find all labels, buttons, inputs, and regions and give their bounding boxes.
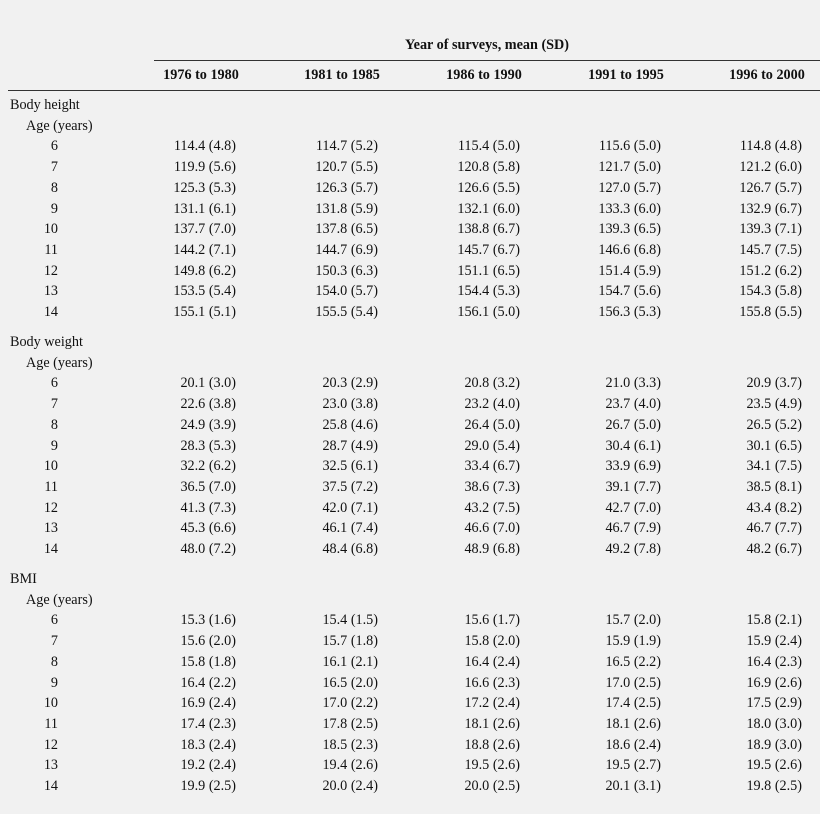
value-cell: 121.2 (6.0) — [739, 159, 802, 176]
table-row — [0, 436, 820, 457]
value-cell: 32.5 (6.1) — [322, 458, 378, 475]
value-cell: 115.6 (5.0) — [598, 138, 661, 155]
value-cell: 133.3 (6.0) — [598, 200, 661, 217]
value-cell: 151.2 (6.2) — [739, 262, 802, 279]
value-cell: 151.1 (6.5) — [457, 262, 520, 279]
value-cell: 43.4 (8.2) — [746, 499, 802, 516]
table-row — [0, 631, 820, 652]
value-cell: 16.4 (2.3) — [746, 653, 802, 670]
value-cell: 33.4 (6.7) — [464, 458, 520, 475]
table-row — [0, 261, 820, 282]
age-cell: 10 — [43, 221, 58, 238]
value-cell: 121.7 (5.0) — [598, 159, 661, 176]
table-row — [0, 302, 820, 323]
value-cell: 18.6 (2.4) — [605, 736, 661, 753]
value-cell: 41.3 (7.3) — [180, 499, 236, 516]
section-title: Body height — [10, 97, 80, 113]
value-cell: 154.3 (5.8) — [739, 283, 802, 300]
value-cell: 28.7 (4.9) — [322, 437, 378, 454]
value-cell: 145.7 (7.5) — [739, 241, 802, 258]
table-row — [0, 477, 820, 498]
table-row — [0, 518, 820, 539]
value-cell: 18.8 (2.6) — [464, 736, 520, 753]
table-row — [0, 539, 820, 560]
value-cell: 139.3 (6.5) — [598, 221, 661, 238]
table-row — [0, 199, 820, 220]
value-cell: 22.6 (3.8) — [180, 396, 236, 413]
value-cell: 139.3 (7.1) — [739, 221, 802, 238]
age-cell: 12 — [43, 499, 58, 516]
value-cell: 29.0 (5.4) — [464, 437, 520, 454]
age-cell: 6 — [50, 138, 58, 155]
value-cell: 16.5 (2.0) — [322, 674, 378, 691]
value-cell: 19.5 (2.6) — [746, 757, 802, 774]
table-row — [0, 714, 820, 735]
value-cell: 15.4 (1.5) — [322, 612, 378, 629]
value-cell: 24.9 (3.9) — [180, 416, 236, 433]
value-cell: 146.6 (6.8) — [598, 241, 661, 258]
value-cell: 18.5 (2.3) — [322, 736, 378, 753]
table-row — [0, 415, 820, 436]
value-cell: 23.2 (4.0) — [464, 396, 520, 413]
age-cell: 7 — [50, 396, 58, 413]
value-cell: 48.9 (6.8) — [464, 541, 520, 557]
value-cell: 119.9 (5.6) — [173, 159, 236, 176]
value-cell: 155.5 (5.4) — [315, 304, 378, 320]
value-cell: 39.1 (7.7) — [605, 478, 661, 495]
value-cell: 23.0 (3.8) — [322, 396, 378, 413]
value-cell: 18.1 (2.6) — [464, 715, 520, 732]
value-cell: 25.8 (4.6) — [322, 416, 378, 433]
value-cell: 151.4 (5.9) — [598, 262, 661, 279]
age-cell: 11 — [44, 478, 58, 495]
value-cell: 19.2 (2.4) — [180, 757, 236, 774]
value-cell: 126.3 (5.7) — [315, 179, 378, 196]
value-cell: 43.2 (7.5) — [464, 499, 520, 516]
value-cell: 155.1 (5.1) — [173, 304, 236, 320]
value-cell: 126.7 (5.7) — [739, 179, 802, 196]
table-row — [0, 755, 820, 776]
value-cell: 150.3 (6.3) — [315, 262, 378, 279]
value-cell: 16.4 (2.4) — [464, 653, 520, 670]
age-cell: 10 — [43, 695, 58, 712]
value-cell: 15.9 (1.9) — [605, 633, 661, 650]
value-cell: 120.7 (5.5) — [315, 159, 378, 176]
table-spanner-heading: Year of surveys, mean (SD) — [404, 37, 570, 53]
value-cell: 17.5 (2.9) — [746, 695, 802, 712]
value-cell: 48.4 (6.8) — [322, 541, 378, 557]
value-cell: 15.7 (2.0) — [605, 612, 661, 629]
value-cell: 125.3 (5.3) — [173, 179, 236, 196]
value-cell: 15.6 (1.7) — [464, 612, 520, 629]
value-cell: 18.1 (2.6) — [605, 715, 661, 732]
table-row — [0, 219, 820, 240]
value-cell: 17.8 (2.5) — [322, 715, 378, 732]
table-row — [0, 498, 820, 519]
table-row — [0, 652, 820, 673]
value-cell: 23.5 (4.9) — [746, 396, 802, 413]
table-row — [0, 776, 820, 797]
value-cell: 21.0 (3.3) — [605, 375, 661, 392]
value-cell: 46.7 (7.7) — [746, 520, 802, 537]
value-cell: 132.9 (6.7) — [739, 200, 802, 217]
value-cell: 30.1 (6.5) — [746, 437, 802, 454]
value-cell: 15.8 (2.0) — [464, 633, 520, 650]
value-cell: 26.4 (5.0) — [464, 416, 520, 433]
value-cell: 18.9 (3.0) — [746, 736, 802, 753]
value-cell: 155.8 (5.5) — [739, 304, 802, 320]
age-cell: 7 — [50, 159, 58, 176]
column-header: 1981 to 1985 — [304, 67, 380, 83]
value-cell: 137.7 (7.0) — [173, 221, 236, 238]
age-cell: 11 — [44, 241, 58, 258]
age-cell: 6 — [50, 375, 58, 392]
age-cell: 13 — [43, 283, 58, 300]
value-cell: 114.8 (4.8) — [739, 138, 802, 155]
age-sublabel: Age (years) — [26, 117, 93, 134]
value-cell: 17.0 (2.2) — [322, 695, 378, 712]
value-cell: 20.3 (2.9) — [322, 375, 378, 392]
value-cell: 16.4 (2.2) — [180, 674, 236, 691]
value-cell: 26.5 (5.2) — [746, 416, 802, 433]
value-cell: 15.7 (1.8) — [322, 633, 378, 650]
section-title: BMI — [10, 571, 37, 587]
spanner-rule — [154, 60, 820, 61]
value-cell: 23.7 (4.0) — [605, 396, 661, 413]
table-row — [0, 157, 820, 178]
section-sublabel-row — [0, 590, 820, 611]
section-title-row — [0, 332, 820, 353]
value-cell: 17.0 (2.5) — [605, 674, 661, 691]
value-cell: 42.0 (7.1) — [322, 499, 378, 516]
value-cell: 138.8 (6.7) — [457, 221, 520, 238]
value-cell: 15.6 (2.0) — [180, 633, 236, 650]
value-cell: 15.9 (2.4) — [746, 633, 802, 650]
value-cell: 36.5 (7.0) — [180, 478, 236, 495]
value-cell: 20.1 (3.0) — [180, 375, 236, 392]
value-cell: 154.0 (5.7) — [315, 283, 378, 300]
age-sublabel: Age (years) — [26, 354, 93, 371]
value-cell: 153.5 (5.4) — [173, 283, 236, 300]
value-cell: 19.5 (2.6) — [464, 757, 520, 774]
section-sublabel-row — [0, 353, 820, 374]
age-cell: 9 — [50, 200, 58, 217]
value-cell: 114.7 (5.2) — [315, 138, 378, 155]
age-cell: 12 — [43, 736, 58, 753]
age-cell: 7 — [50, 633, 58, 650]
value-cell: 33.9 (6.9) — [605, 458, 661, 475]
value-cell: 38.6 (7.3) — [464, 478, 520, 495]
value-cell: 17.4 (2.3) — [180, 715, 236, 732]
age-cell: 14 — [43, 778, 58, 794]
value-cell: 16.1 (2.1) — [322, 653, 378, 670]
header-rule — [8, 90, 820, 91]
section-sublabel-row — [0, 116, 820, 137]
section-title: Body weight — [10, 334, 83, 350]
value-cell: 145.7 (6.7) — [457, 241, 520, 258]
value-cell: 16.6 (2.3) — [464, 674, 520, 691]
age-cell: 8 — [50, 653, 58, 670]
value-cell: 19.4 (2.6) — [322, 757, 378, 774]
value-cell: 114.4 (4.8) — [173, 138, 236, 155]
value-cell: 19.5 (2.7) — [605, 757, 661, 774]
value-cell: 38.5 (8.1) — [746, 478, 802, 495]
value-cell: 132.1 (6.0) — [457, 200, 520, 217]
value-cell: 144.7 (6.9) — [315, 241, 378, 258]
table-row — [0, 735, 820, 756]
column-header: 1991 to 1995 — [588, 67, 664, 83]
value-cell: 28.3 (5.3) — [180, 437, 236, 454]
value-cell: 19.9 (2.5) — [180, 778, 236, 794]
table-row — [0, 693, 820, 714]
age-cell: 8 — [50, 179, 58, 196]
value-cell: 15.3 (1.6) — [180, 612, 236, 629]
table-row — [0, 394, 820, 415]
column-header: 1986 to 1990 — [446, 67, 522, 83]
age-cell: 10 — [43, 458, 58, 475]
age-cell: 14 — [43, 304, 58, 320]
value-cell: 126.6 (5.5) — [457, 179, 520, 196]
age-sublabel: Age (years) — [26, 591, 93, 608]
value-cell: 46.1 (7.4) — [322, 520, 378, 537]
value-cell: 42.7 (7.0) — [605, 499, 661, 516]
table-row — [0, 178, 820, 199]
value-cell: 15.8 (2.1) — [746, 612, 802, 629]
value-cell: 49.2 (7.8) — [605, 541, 661, 557]
age-cell: 11 — [44, 715, 58, 732]
value-cell: 137.8 (6.5) — [315, 221, 378, 238]
value-cell: 37.5 (7.2) — [322, 478, 378, 495]
value-cell: 46.7 (7.9) — [605, 520, 661, 537]
age-cell: 9 — [50, 437, 58, 454]
age-cell: 9 — [50, 674, 58, 691]
value-cell: 16.5 (2.2) — [605, 653, 661, 670]
table-row — [0, 456, 820, 477]
value-cell: 131.8 (5.9) — [315, 200, 378, 217]
table-row — [0, 281, 820, 302]
value-cell: 18.0 (3.0) — [746, 715, 802, 732]
value-cell: 45.3 (6.6) — [180, 520, 236, 537]
column-header: 1976 to 1980 — [163, 67, 239, 83]
value-cell: 127.0 (5.7) — [598, 179, 661, 196]
value-cell: 34.1 (7.5) — [746, 458, 802, 475]
table-row — [0, 673, 820, 694]
age-cell: 6 — [50, 612, 58, 629]
value-cell: 20.9 (3.7) — [746, 375, 802, 392]
table-row — [0, 240, 820, 261]
value-cell: 156.1 (5.0) — [457, 304, 520, 320]
value-cell: 17.4 (2.5) — [605, 695, 661, 712]
value-cell: 131.1 (6.1) — [173, 200, 236, 217]
value-cell: 17.2 (2.4) — [464, 695, 520, 712]
age-cell: 12 — [43, 262, 58, 279]
value-cell: 120.8 (5.8) — [457, 159, 520, 176]
value-cell: 149.8 (6.2) — [173, 262, 236, 279]
value-cell: 20.8 (3.2) — [464, 375, 520, 392]
value-cell: 18.3 (2.4) — [180, 736, 236, 753]
value-cell: 20.1 (3.1) — [605, 778, 661, 794]
value-cell: 156.3 (5.3) — [598, 304, 661, 320]
value-cell: 48.0 (7.2) — [180, 541, 236, 557]
table-row — [0, 610, 820, 631]
value-cell: 115.4 (5.0) — [457, 138, 520, 155]
value-cell: 16.9 (2.6) — [746, 674, 802, 691]
value-cell: 26.7 (5.0) — [605, 416, 661, 433]
value-cell: 16.9 (2.4) — [180, 695, 236, 712]
value-cell: 32.2 (6.2) — [180, 458, 236, 475]
value-cell: 48.2 (6.7) — [746, 541, 802, 557]
value-cell: 144.2 (7.1) — [173, 241, 236, 258]
value-cell: 46.6 (7.0) — [464, 520, 520, 537]
age-cell: 13 — [43, 520, 58, 537]
age-cell: 13 — [43, 757, 58, 774]
age-cell: 8 — [50, 416, 58, 433]
table-row — [0, 136, 820, 157]
value-cell: 154.7 (5.6) — [598, 283, 661, 300]
section-title-row — [0, 569, 820, 590]
value-cell: 154.4 (5.3) — [457, 283, 520, 300]
value-cell: 30.4 (6.1) — [605, 437, 661, 454]
column-header: 1996 to 2000 — [729, 67, 805, 83]
value-cell: 19.8 (2.5) — [746, 778, 802, 794]
value-cell: 20.0 (2.5) — [464, 778, 520, 794]
section-title-row — [0, 95, 820, 116]
age-cell: 14 — [43, 541, 58, 557]
value-cell: 15.8 (1.8) — [180, 653, 236, 670]
value-cell: 20.0 (2.4) — [322, 778, 378, 794]
table-row — [0, 373, 820, 394]
